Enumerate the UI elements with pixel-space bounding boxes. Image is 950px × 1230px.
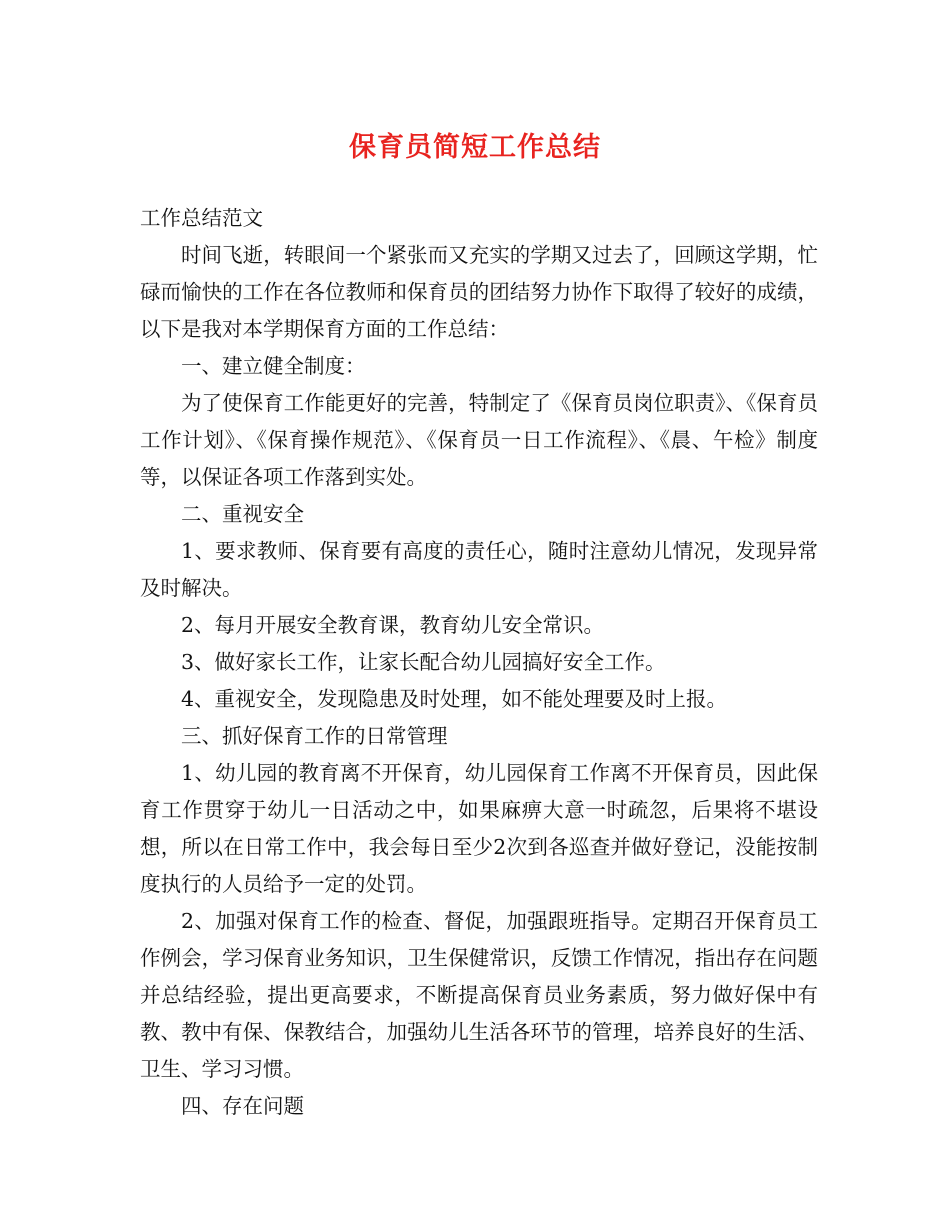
paragraph: 四、存在问题	[181, 1094, 304, 1118]
document-title: 保育员简短工作总结	[349, 132, 601, 163]
paragraph: 二、重视安全	[181, 502, 304, 526]
paragraph: 三、抓好保育工作的日常管理	[181, 724, 448, 748]
paragraph: 时间飞逝，转眼间一个紧张而又充实的学期又过去了，回顾这学期，忙碌而愉快的工作在各位教师和保育员的团结努力协作下取得了较好的成绩，以下是我对本学期保育方面的工作总结：	[140, 243, 818, 341]
paragraph: 1、要求教师、保育要有高度的责任心，随时注意幼儿情况，发现异常及时解决。	[140, 539, 818, 600]
paragraph: 为了使保育工作能更好的完善，特制定了《保育员岗位职责》、《保育员工作计划》、《保育操作规范》、《保育员一日工作流程》、《晨、午检》制度等，以保证各项工作落到实处。	[140, 391, 818, 489]
paragraph: 2、每月开展安全教育课，教育幼儿安全常识。	[181, 613, 605, 637]
paragraph: 4、重视安全，发现隐患及时处理，如不能处理要及时上报。	[181, 687, 728, 711]
paragraph: 2、加强对保育工作的检查、督促，加强跟班指导。定期召开保育员工作例会，学习保育业务知识，卫生保健常识，反馈工作情况，指出存在问题并总结经验，提出更高要求，不断提高保育员业务素质，努力做好保中有教、教中有保、保教结合，加强幼儿生活各环节的管理，培养良好的生活、卫生、学习习惯。	[140, 909, 818, 1081]
paragraph: 工作总结范文	[140, 206, 263, 230]
paragraph: 一、建立健全制度：	[181, 354, 366, 378]
paragraph: 3、做好家长工作，让家长配合幼儿园搞好安全工作。	[181, 650, 666, 674]
paragraph: 1、幼儿园的教育离不开保育，幼儿园保育工作离不开保育员，因此保育工作贯穿于幼儿一日活动之中，如果麻痹大意一时疏忽，后果将不堪设想，所以在日常工作中，我会每日至少2次到各巡查并做好登记，没能按制度执行的人员给予一定的处罚。	[140, 761, 818, 896]
document-body	[140, 200, 818, 1125]
